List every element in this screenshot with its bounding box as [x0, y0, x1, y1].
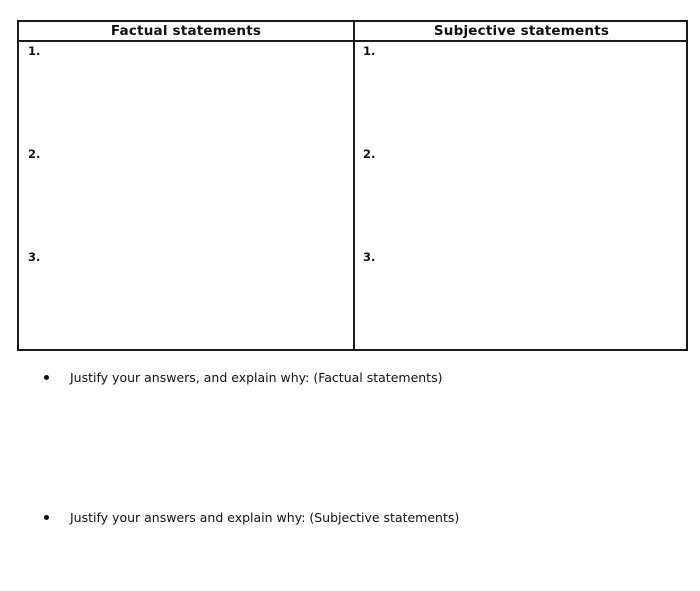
subjective-item-number-2: 2.	[363, 147, 376, 161]
subjective-header: Subjective statements	[433, 23, 610, 39]
factual-item-number-3: 3.	[28, 250, 41, 264]
bullet-dot-icon	[44, 375, 49, 380]
bullet-text-subjective: Justify your answers and explain why: (Subjective statements)	[70, 510, 460, 525]
column-divider	[353, 22, 355, 349]
bullet-dot-icon	[44, 515, 49, 520]
bullet-justify-factual	[44, 371, 442, 385]
subjective-item-number-3: 3.	[363, 250, 376, 264]
factual-item-number-1: 1.	[28, 44, 41, 58]
factual-header: Factual statements	[110, 23, 262, 39]
bullet-justify-subjective	[44, 511, 459, 525]
statements-table	[17, 20, 688, 351]
factual-item-number-2: 2.	[28, 147, 41, 161]
bullet-text-factual: Justify your answers, and explain why: (Factual statements)	[70, 370, 443, 385]
subjective-item-number-1: 1.	[363, 44, 376, 58]
